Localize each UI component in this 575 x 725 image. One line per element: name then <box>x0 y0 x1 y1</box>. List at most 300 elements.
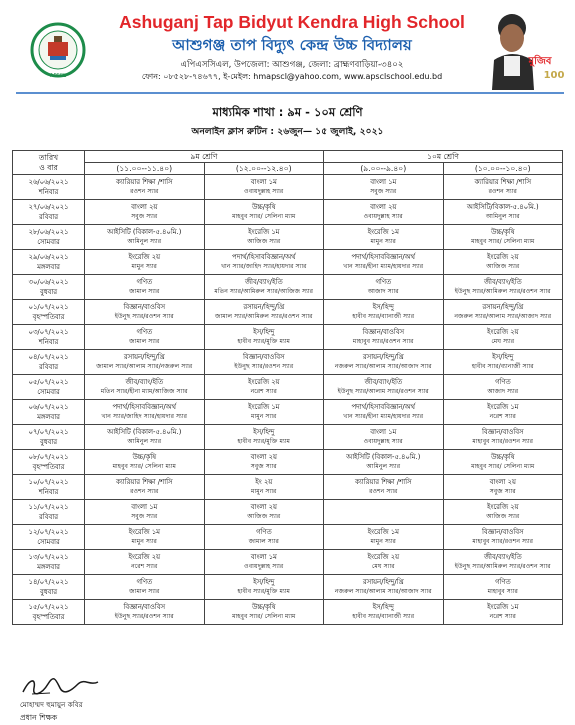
headmaster-title: প্রধান শিক্ষক <box>20 713 58 722</box>
subject-text: আইসিটি (বিকাল-৫.৪০মি.) <box>107 428 182 436</box>
date-text: ৩০/০৬/২০২১ <box>28 278 69 286</box>
subject-text: ইস/হিন্দু <box>372 303 394 311</box>
teacher-text: সবুজ স্যার <box>131 513 158 520</box>
date-text: ১৩/০৭/২০২১ <box>28 553 69 561</box>
subject-text: বাংলা ২য় <box>489 478 516 486</box>
subject-text: পদার্থ/হিসাববিজ্ঞান/অর্থ <box>351 253 415 261</box>
teacher-text: আজিজ স্যার <box>486 263 520 270</box>
routine-cell <box>204 450 324 475</box>
routine-cell <box>204 550 324 575</box>
routine-cell <box>204 175 324 200</box>
date-text: ১৪/০৭/২০২১ <box>28 578 69 586</box>
routine-cell <box>443 350 563 375</box>
subject-text: বাংলা ১ম <box>370 178 397 186</box>
header-divider <box>16 92 564 94</box>
date-text: ০১/০৭/২০২১ <box>28 303 69 311</box>
routine-cell <box>324 500 444 525</box>
subject-text: ইংরেজি ১ম <box>367 528 399 536</box>
routine-row <box>13 275 563 300</box>
routine-cell <box>85 575 205 600</box>
routine-cell <box>324 525 444 550</box>
routine-cell <box>85 525 205 550</box>
subject-text: রসায়ন/হিন্দু/খ্রি <box>123 353 165 361</box>
subject-text: জীব/ব্যাং/ইতি <box>125 378 164 386</box>
teacher-text: মতিন স্যার/আমিরুল স্যার/আজিজ স্যার <box>214 288 314 295</box>
teacher-text: আমিনুল স্যার <box>127 238 162 245</box>
teacher-text: খান স্যার/জাহিদ স্যার/হায়দার স্যার <box>220 263 307 270</box>
teacher-text: ওবায়দুল্লাহ স্যার <box>363 438 403 445</box>
routine-cell <box>443 225 563 250</box>
subject-text: ইংরেজি ১ম <box>128 528 160 536</box>
teacher-text: মামুন স্যার <box>251 488 277 495</box>
routine-cell <box>324 425 444 450</box>
mujib-100-portrait-icon <box>482 8 566 90</box>
routine-row <box>13 475 563 500</box>
teacher-text: মামুন স্যার <box>251 413 277 420</box>
subject-text: উচ্চ/কৃষি <box>132 453 156 461</box>
subject-text: আইসিটি (বিকাল-৫.৪০মি.) <box>346 453 421 461</box>
subject-text: বিজ্ঞান/বাওবিস <box>242 353 285 361</box>
routine-cell <box>204 525 324 550</box>
routine-cell <box>443 250 563 275</box>
routine-cell <box>204 200 324 225</box>
time-slot-header: (৯.০০--৯.৪০) <box>324 163 444 175</box>
subject-text: গণিত <box>255 528 272 536</box>
subject-text: ইংরেজি ১ম <box>248 403 280 411</box>
teacher-text: মামুন স্যার <box>131 538 157 545</box>
teacher-text: নজরুল স্যার/আলাম স্যার/আজাদ স্যার <box>334 588 432 595</box>
routine-cell <box>324 175 444 200</box>
teacher-text: আমিনুল স্যার <box>366 463 401 470</box>
routine-row <box>13 550 563 575</box>
teacher-text: জামাল স্যার <box>248 538 279 545</box>
routine-row <box>13 200 563 225</box>
routine-cell <box>324 325 444 350</box>
routine-cell <box>324 350 444 375</box>
date-day-cell <box>13 250 85 275</box>
teacher-text: আমিনুল স্যার <box>127 438 162 445</box>
routine-cell <box>443 450 563 475</box>
teacher-text: নরেশ স্যার <box>489 613 516 620</box>
teacher-text: আজিজ স্যার <box>247 513 281 520</box>
subject-text: ইংরেজি ১ম <box>367 228 399 236</box>
teacher-text: ইউনুছ স্যার/রওশন স্যার <box>234 363 294 370</box>
subject-text: ইংরেজি ২য় <box>367 553 400 561</box>
date-day-cell <box>13 600 85 625</box>
routine-cell <box>324 250 444 275</box>
routine-cell <box>443 425 563 450</box>
teacher-text: ওবায়দুল্লাহ স্যার <box>244 563 284 570</box>
subject-text: গণিত <box>375 278 392 286</box>
routine-cell <box>324 200 444 225</box>
teacher-text: ওবায়দুল্লাহ স্যার <box>244 188 284 195</box>
routine-cell <box>204 500 324 525</box>
date-text: ২৯/০৬/২০২১ <box>28 253 69 261</box>
time-slot-header: (১০.০০--১০.৪০) <box>443 163 563 175</box>
routine-cell <box>204 475 324 500</box>
teacher-text: রওশন স্যার <box>369 488 398 495</box>
subject-text: বাংলা ১ম <box>250 553 277 561</box>
routine-subtitle: অনলাইন ক্লাস রুটিন : ২৬জুন— ১৫ জুলাই, ২০২১ <box>191 126 384 137</box>
teacher-text: মতিন স্যার/হীনা ম্যাম/আজিজ স্যার <box>100 388 188 395</box>
subject-text: রসায়ন/হিন্দু/খ্রি <box>243 303 285 311</box>
routine-cell <box>204 225 324 250</box>
routine-cell <box>85 300 205 325</box>
teacher-text: হাবীব স্যার/মুক্তি ম্যাম <box>237 588 290 595</box>
teacher-text: মামুন স্যার <box>370 538 396 545</box>
class-9-header: ৯ম শ্রেণি <box>85 151 324 163</box>
routine-cell <box>204 400 324 425</box>
teacher-text: ওবায়দুল্লাহ স্যার <box>363 213 403 220</box>
routine-cell <box>443 400 563 425</box>
school-name-english: Ashuganj Tap Bidyut Kendra High School <box>119 12 465 32</box>
teacher-text: মামুন স্যার <box>370 238 396 245</box>
teacher-text: মাহবুব স্যার/ সেলিনা ম্যাম <box>232 213 296 220</box>
subject-text: ইস/হিন্দু <box>253 328 275 336</box>
teacher-text: জামাল স্যার/আমিরুল স্যার/রওশন স্যার <box>214 313 313 320</box>
subject-text: বিজ্ঞান/বাওবিস <box>123 603 166 611</box>
routine-cell <box>204 375 324 400</box>
routine-cell <box>443 600 563 625</box>
teacher-text: মেঘ স্যার <box>491 338 515 345</box>
teacher-text: সবুজ স্যার <box>370 188 397 195</box>
teacher-text: মাহাবুব স্যার <box>487 588 518 595</box>
routine-cell <box>443 200 563 225</box>
teacher-text: মামুন স্যার <box>131 263 157 270</box>
teacher-text: হাবীব স্যার/ব্যানার্জী স্যার <box>352 313 415 320</box>
subject-text: বিজ্ঞান/বাওবিস <box>123 303 166 311</box>
routine-cell <box>204 600 324 625</box>
teacher-text: মাহাবুব স্যার/রওশন স্যার <box>352 338 414 345</box>
date-day-cell <box>13 500 85 525</box>
teacher-text: রওশন স্যার <box>130 188 159 195</box>
date-text: ১১/০৭/২০২১ <box>28 503 69 511</box>
routine-cell <box>324 475 444 500</box>
subject-text: ইংরেজি ১ম <box>487 403 519 411</box>
routine-cell <box>443 275 563 300</box>
teacher-text: রওশন স্যার <box>488 188 517 195</box>
teacher-text: হাবীব স্যার/ব্যানার্জী স্যার <box>352 613 415 620</box>
teacher-text: ইউনুছ স্যার/আমিরুল স্যার/রওশন স্যার <box>454 288 551 295</box>
teacher-text: ইউনুছ স্যার/রওশন স্যার <box>114 613 174 620</box>
routine-cell <box>443 475 563 500</box>
routine-row <box>13 300 563 325</box>
teacher-text: খান স্যার/হীনা ম্যাম/হায়দার স্যার <box>343 413 424 420</box>
routine-cell <box>324 375 444 400</box>
teacher-text: মাহবুব স্যার/ সেলিনা ম্যাম <box>232 613 296 620</box>
date-text: ২৮/০৬/২০২১ <box>28 228 69 236</box>
routine-row <box>13 525 563 550</box>
subject-text: ইংরেজি ২য় <box>128 553 161 561</box>
subject-text: উচ্চ/কৃষি <box>252 203 276 211</box>
routine-cell <box>443 525 563 550</box>
school-contact: ফোন: ০৮৫২৮-৭৪৬৭৭, ই-মেইল: hmapscl@yahoo.com, www.apsclschool.edu.bd <box>141 72 443 81</box>
routine-row <box>13 225 563 250</box>
date-day-cell <box>13 550 85 575</box>
teacher-text: মাহাবুব স্যার/রওশন স্যার <box>472 538 534 545</box>
subject-text: ইস/হিন্দু <box>492 353 514 361</box>
weekday-text: বৃহস্পতিবার <box>32 463 65 471</box>
subject-text: গণিত <box>494 578 511 586</box>
teacher-text: জামাল স্যার <box>129 288 160 295</box>
routine-cell <box>85 400 205 425</box>
signature-block <box>20 674 170 724</box>
routine-cell <box>85 275 205 300</box>
subject-text: ক্যারিয়ার শিক্ষা /শাসি <box>354 478 412 486</box>
teacher-text: ইউনুছ স্যার/আমিরুল স্যার/রওশন স্যার <box>454 563 551 570</box>
date-day-cell <box>13 400 85 425</box>
routine-cell <box>85 500 205 525</box>
routine-cell <box>85 200 205 225</box>
routine-cell <box>85 550 205 575</box>
subject-text: ইংরেজি ২য় <box>486 328 519 336</box>
date-text: ১৫/০৭/২০২১ <box>28 603 69 611</box>
routine-row <box>13 600 563 625</box>
routine-cell <box>443 550 563 575</box>
date-day-cell <box>13 475 85 500</box>
subject-text: জীব/ব্যাং/ইতি <box>483 278 522 286</box>
subject-text: আইসিটি (বিকাল-৫.৪০মি.) <box>107 228 182 236</box>
routine-cell <box>204 350 324 375</box>
teacher-text <box>325 512 442 522</box>
routine-cell <box>85 225 205 250</box>
subject-text: জীব/ব্যাং/ইতি <box>244 278 283 286</box>
weekday-text: শনিবার <box>38 188 59 196</box>
subject-text: বিজ্ঞান/বাওবিস <box>481 428 524 436</box>
routine-row <box>13 250 563 275</box>
page-header <box>0 0 575 94</box>
teacher-text: নরেশ স্যার <box>131 563 158 570</box>
routine-cell <box>204 425 324 450</box>
routine-row <box>13 425 563 450</box>
weekday-text: মঙ্গলবার <box>37 263 60 271</box>
headmaster-name: মোহাম্মদ হুমায়ুন কবির <box>20 700 83 709</box>
teacher-text: জামাল স্যার/আলাম স্যার/নজরুল স্যার <box>96 363 193 370</box>
routine-cell <box>204 275 324 300</box>
subject-text: বাংলা ২য় <box>250 453 277 461</box>
subject-text: জীব/ব্যাং/ইতি <box>483 553 522 561</box>
date-day-cell <box>13 375 85 400</box>
time-slot-header: (১২.০০--১২.৪০) <box>204 163 324 175</box>
teacher-text: নজরুল স্যার/আলাম স্যার/আজাদ স্যার <box>334 363 432 370</box>
subject-text: ক্যারিয়ার শিক্ষা /শাসি <box>115 478 173 486</box>
routine-cell <box>85 375 205 400</box>
teacher-text: খান স্যার/জাহিদ স্যার/হায়দার স্যার <box>101 413 188 420</box>
teacher-text: আজাদ স্যার <box>367 288 399 295</box>
teacher-text: খান স্যার/হীনা ম্যাম/হায়দার স্যার <box>343 263 424 270</box>
routine-row <box>13 175 563 200</box>
mujib-badge-number: 100 <box>543 70 565 81</box>
subject-text: পদার্থ/হিসাববিজ্ঞান/অর্থ <box>112 403 176 411</box>
weekday-text: সোমবার <box>37 238 60 246</box>
teacher-text: জামাল স্যার <box>129 338 160 345</box>
subject-text: ইংরেজি ২য় <box>247 378 280 386</box>
subject-text: আইসিটি/বিকাল-৫.৪০মি.) <box>466 203 539 211</box>
routine-cell <box>85 325 205 350</box>
date-text: ০৫/০৭/২০২১ <box>28 378 69 386</box>
date-day-cell <box>13 300 85 325</box>
subject-text: বাংলা ১ম <box>370 428 397 436</box>
routine-cell <box>85 475 205 500</box>
weekday-text: বৃহস্পতিবার <box>32 313 65 321</box>
subject-text: উচ্চ/কৃষি <box>491 228 515 236</box>
weekday-text: সোমবার <box>37 388 60 396</box>
subject-text: গণিত <box>136 578 153 586</box>
routine-row <box>13 500 563 525</box>
subject-text: বাংলা ১ম <box>250 178 277 186</box>
routine-cell <box>324 400 444 425</box>
subject-text: পদার্থ/হিসাববিজ্ঞান/অর্থ <box>232 253 296 261</box>
school-logo-text: APSCL <box>50 73 66 79</box>
subject-text: বাংলা ১ম <box>131 503 158 511</box>
school-logo-icon <box>30 20 86 82</box>
date-text: ০৩/০৭/২০২১ <box>28 328 69 336</box>
subject-text: বিজ্ঞান/বাওবিস <box>362 328 405 336</box>
teacher-text: মাহবুব স্যার/ সেলিনা ম্যাম <box>471 463 535 470</box>
subject-text: বাংলা ২য় <box>370 203 397 211</box>
school-address: এপিএসসিএল, উপজেলা: আশুগঞ্জ, জেলা: ব্রাহ্মণবাড়িয়া-৩৪০২ <box>180 60 404 70</box>
routine-cell <box>324 575 444 600</box>
weekday-text: বুধবার <box>39 588 58 596</box>
teacher-text: মাহবুব স্যার/ সেলিনা ম্যাম <box>471 238 535 245</box>
routine-cell <box>85 350 205 375</box>
routine-cell <box>85 175 205 200</box>
subject-text: রসায়ন/হিন্দু/খ্রি <box>362 353 404 361</box>
teacher-text: ইউনুছ স্যার/আলাম স্যার/রওশন স্যার <box>337 388 429 395</box>
subject-text: উচ্চ/কৃষি <box>252 603 276 611</box>
subject-text: গণিত <box>136 328 153 336</box>
teacher-text: আমিনুল স্যার <box>485 213 520 220</box>
mujib-badge-text: মুজিব <box>528 56 552 67</box>
date-day-cell <box>13 275 85 300</box>
routine-cell <box>324 550 444 575</box>
teacher-text: হাবীব স্যার/মুক্তি ম্যাম <box>237 338 290 345</box>
routine-cell <box>85 250 205 275</box>
date-text: ০৮/০৭/২০২১ <box>28 453 69 461</box>
section-title: মাধ্যমিক শাখা : ৯ম - ১০ম শ্রেণি <box>212 105 363 119</box>
routine-cell <box>324 225 444 250</box>
routine-cell <box>204 250 324 275</box>
routine-cell <box>443 500 563 525</box>
routine-cell <box>204 575 324 600</box>
routine-row <box>13 375 563 400</box>
date-day-cell <box>13 225 85 250</box>
date-day-cell <box>13 350 85 375</box>
subject-text: গণিত <box>136 278 153 286</box>
routine-cell <box>324 275 444 300</box>
weekday-text: মঙ্গলবার <box>37 563 60 571</box>
routine-cell <box>324 450 444 475</box>
teacher-text: সবুজ স্যার <box>489 488 516 495</box>
subject-text: গণিত <box>494 378 511 386</box>
headmaster-signature <box>20 674 100 698</box>
teacher-text: মাহবুব স্যার/ সেলিনা ম্যাম <box>112 463 176 470</box>
subject-text: উচ্চ/কৃষি <box>491 453 515 461</box>
routine-row <box>13 350 563 375</box>
routine-cell <box>443 375 563 400</box>
teacher-text: রওশন স্যার <box>130 488 159 495</box>
routine-cell <box>324 300 444 325</box>
teacher-text: আজাদ স্যার <box>487 388 519 395</box>
weekday-text: শনিবার <box>38 338 59 346</box>
routine-cell <box>204 300 324 325</box>
subject-text: ইংরেজি ১ম <box>487 603 519 611</box>
weekday-text: সোমবার <box>37 538 60 546</box>
subject-text: ইং ২য় <box>255 478 273 486</box>
subject-text: ইস/হিন্দু <box>253 578 275 586</box>
routine-cell <box>443 300 563 325</box>
date-text: ১২/০৭/২০২১ <box>28 528 69 536</box>
weekday-text: রবিবার <box>39 363 58 371</box>
routine-cell <box>85 425 205 450</box>
subject-text: ক্যারিয়ার শিক্ষা /শাসি <box>474 178 532 186</box>
subject-text: জীব/ব্যাং/ইতি <box>364 378 403 386</box>
teacher-text: আজিজ স্যার <box>247 238 281 245</box>
subject-text: ক্যারিয়ার শিক্ষা /শাসি <box>115 178 173 186</box>
subject-text: বাংলা ২য় <box>131 203 158 211</box>
routine-cell <box>85 600 205 625</box>
date-day-cell <box>13 450 85 475</box>
weekday-text: শনিবার <box>38 488 59 496</box>
routine-cell <box>443 575 563 600</box>
time-slot-header: (১১.০০--১১.৪০) <box>85 163 205 175</box>
subject-text: ইংরেজি ২য় <box>486 253 519 261</box>
date-day-cell <box>13 175 85 200</box>
date-day-cell <box>13 200 85 225</box>
subject-text: বাংলা ২য় <box>250 503 277 511</box>
routine-row <box>13 325 563 350</box>
teacher-text: হাবীব স্যার/মুক্তি ম্যাম <box>237 438 290 445</box>
subject-text: ইংরেজি ২য় <box>486 503 519 511</box>
teacher-text: মাহাবুব স্যার/রওশন স্যার <box>472 438 534 445</box>
weekday-text: মঙ্গলবার <box>37 413 60 421</box>
class-10-header: ১০ম শ্রেণি <box>324 151 563 163</box>
teacher-text: জামাল স্যার <box>129 588 160 595</box>
routine-cell <box>204 325 324 350</box>
routine-body <box>13 175 563 625</box>
teacher-text: ইউনুছ স্যার/রওশন স্যার <box>114 313 174 320</box>
weekday-text: রবিবার <box>39 513 58 521</box>
weekday-text: বৃহস্পতিবার <box>32 613 65 621</box>
subject-text: পদার্থ/হিসাববিজ্ঞান/অর্থ <box>351 403 415 411</box>
teacher-text: আজিজ স্যার <box>486 513 520 520</box>
date-text: ২৭/০৬/২০২১ <box>28 203 69 211</box>
routine-row <box>13 575 563 600</box>
subject-text: রসায়ন/হিন্দু/খ্রি <box>482 303 524 311</box>
weekday-text: বুধবার <box>39 288 58 296</box>
teacher-text: হাবীব স্যার/ব্যানার্জী স্যার <box>471 363 534 370</box>
subject-text: বিজ্ঞান/বাওবিস <box>481 528 524 536</box>
teacher-text: নজরুল স্যার/আলাম স্যার/আজাদ স্যার <box>454 313 552 320</box>
routine-cell <box>443 175 563 200</box>
subject-text: ইংরেজি ২য় <box>128 253 161 261</box>
subject-text: ইংরেজি ১ম <box>248 228 280 236</box>
date-text: ০৬/০৭/২০২১ <box>28 403 69 411</box>
routine-row <box>13 450 563 475</box>
class-routine-table <box>12 150 563 625</box>
weekday-text: রবিবার <box>39 213 58 221</box>
date-day-cell <box>13 525 85 550</box>
date-day-cell <box>13 325 85 350</box>
date-text: ২৬/০৬/২০২১ <box>28 178 69 186</box>
routine-cell <box>324 600 444 625</box>
subject-text <box>325 502 442 512</box>
routine-cell <box>85 450 205 475</box>
date-text: ০৪/০৭/২০২১ <box>28 353 69 361</box>
routine-cell <box>443 325 563 350</box>
subject-text: ইস/হিন্দু <box>372 603 394 611</box>
subject-text: রসায়ন/হিন্দু/খ্রি <box>362 578 404 586</box>
